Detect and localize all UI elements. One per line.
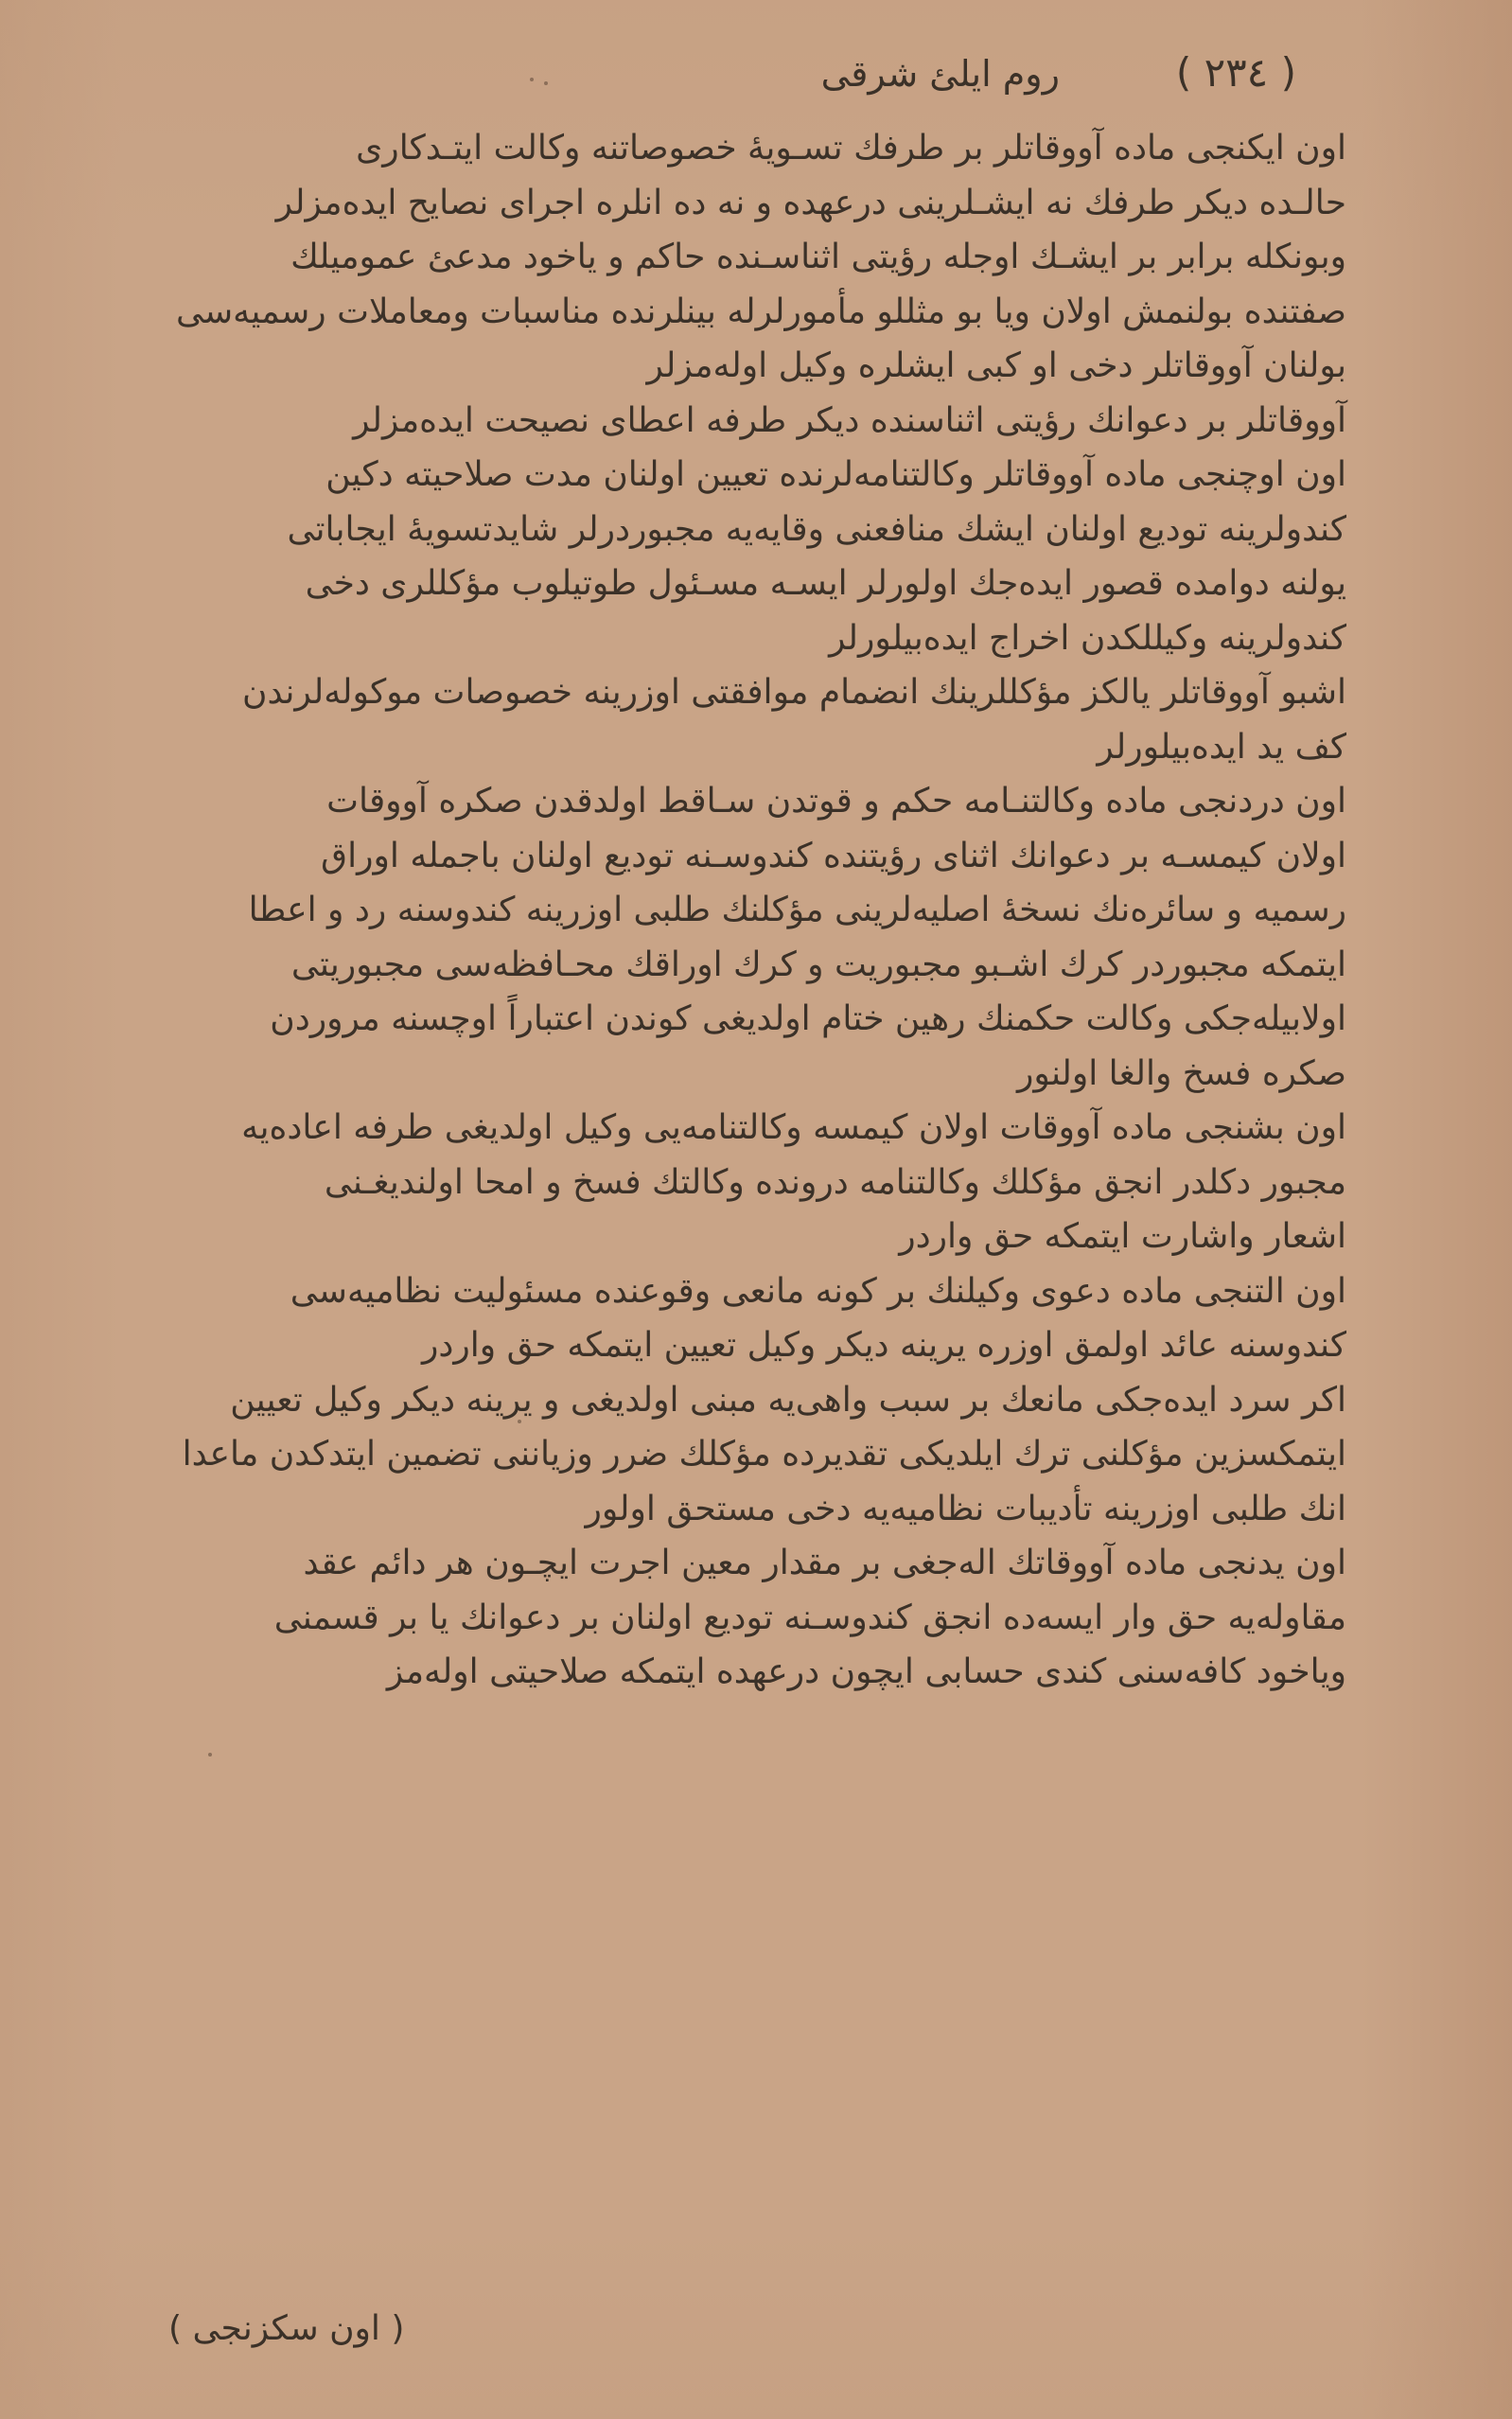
text-line: كف ید ایده‌بیلورلر <box>1097 727 1346 767</box>
text-line: وبونكله برابر بر ایشـك اوجله رؤیتی اثناسـنده حاكم و یاخود مدعئ عمومیلك <box>290 238 1346 276</box>
text-line: حالـده دیكر طرفك نه ایشـلرینی درعهده و نه ده انلره اجرای نصایح ایده‌مزلر <box>275 183 1346 222</box>
text-line: اون یدنجی ماده آووقاتك اله‌جغی بر مقدار معین اجرت ایچـون هر دائم عقد <box>303 1544 1346 1582</box>
text-line: بولنان آووقاتلر دخی او كبی ایشلره وكیل اوله‌مزلر <box>646 346 1346 385</box>
text-line: اكر سرد ایده‌جكی مانعك بر سبب واهی‌یه مبنی اولدیغی و یرینه دیكر وكیل تعیین <box>230 1380 1346 1420</box>
text-line: اشبو آووقاتلر یالكز مؤكللرینك انضمام موافقتی اوزرینه خصوصات موكوله‌لرندن <box>242 673 1346 712</box>
text-line: اشعار واشارت ایتمكه حق واردر <box>899 1217 1346 1256</box>
text-line: كندولرینه وكیللكدن اخراج ایده‌بیلورلر <box>829 618 1346 658</box>
running-title: روم ایلئ شرقی <box>820 53 1060 95</box>
text-line: كندوسنه عائد اولمق اوزره یرینه دیكر وكیل تعیین ایتمكه حق واردر <box>422 1326 1346 1365</box>
text-line: اون بشنجی ماده آووقات اولان كیمسه وكالتنامه‌یی وكیل اولدیغی طرفه اعاده‌یه <box>241 1108 1346 1147</box>
page-header <box>511 49 1296 115</box>
text-line: مقاوله‌یه حق وار ایسه‌ده انجق كندوسـنه تودیع اولنان بر دعوانك یا بر قسمنی <box>273 1598 1346 1637</box>
text-line: ایتمكسزین مؤكلنی ترك ایلدیكی تقدیرده مؤكلك ضرر وزیاننی تضمین ایتدكدن ماعدا <box>182 1435 1346 1474</box>
text-line: اولان كیمسـه بر دعوانك اثنای رؤیتنده كندوسـنه تودیع اولنان باجمله اوراق <box>321 836 1346 875</box>
text-line: صفتنده بولنمش اولان ویا بو مثللو مأمورلرله بینلرنده منا‌سبات ومعاملات رسمیه‌سی <box>175 291 1346 331</box>
text-line: انك طلبی اوزرینه تأدیبات نظامیه‌یه دخی مستحق اولور <box>585 1489 1346 1528</box>
body-text <box>112 121 1346 1700</box>
page-number: ( ٢٣٤ ) <box>1175 49 1296 96</box>
text-line: اون دردنجی ماده وكالتنـامه حكم و قوتدن سـاقط اولدقدن صكره آووقات <box>326 782 1346 821</box>
speck <box>518 1420 521 1423</box>
text-line: اولابیله‌جكی وكالت حكمنك رهین ختام اولدیغی كوندن اعتباراً اوچسنه مروردن <box>270 999 1346 1038</box>
speck <box>544 81 548 85</box>
text-line: اون اوچنجی ماده آووقاتلر وكالتنامه‌لرنده تعیین اولنان مدت صلاحیته دكین <box>325 455 1346 494</box>
text-line: اون التنجی ماده دعوی وكیلنك بر كونه مانعی وقوعنده مسئولیت نظامیه‌سی <box>290 1271 1346 1311</box>
text-line: كندولرینه تودیع اولنان ایشك منافعنی وقایه‌یه مجبوردرلر شایدتسویهٔ ایجاباتی <box>287 509 1346 549</box>
text-line: ایتمكه مجبوردر كرك اشـبو مجبوریت و كرك اوراقك محـافظه‌سی مجبوریتی <box>290 945 1346 984</box>
text-line: اون ایکنجی ماده آووقاتلر بر طرفك تسـویهٔ خصوصاتنه وكالت ایتـدكاری <box>356 129 1346 168</box>
catchword: ( اون سكزنجی ) <box>168 2309 405 2348</box>
text-line: یولنه دوامده قصور ایده‌جك اولورلر ایسـه مسـئول طوتیلوب مؤكللری دخی <box>305 564 1346 603</box>
speck <box>208 1753 212 1757</box>
text-line: صكره فسخ والغا اولنور <box>1017 1053 1346 1093</box>
text-line: مجبور دكلدر انجق مؤكلك وكالتنامه درونده وكالتك فسخ و امحا اولندیغـنی <box>324 1162 1346 1202</box>
text-line: رسمیه و سائره‌نك نسخهٔ اصلیه‌لرینی مؤكلنك طلبی اوزرینه كندوسنه رد و اعطا <box>248 891 1346 929</box>
speck <box>530 78 534 81</box>
text-line: ویاخود كافه‌سنی كندی حسابی ایچون درعهده ایتمكه صلاحیتی اوله‌مز <box>386 1652 1346 1691</box>
text-line: آووقاتلر بر دعوانك رؤیتی اثناسنده دیكر طرفه اعطای نصیحت ایده‌مزلر <box>353 400 1346 440</box>
